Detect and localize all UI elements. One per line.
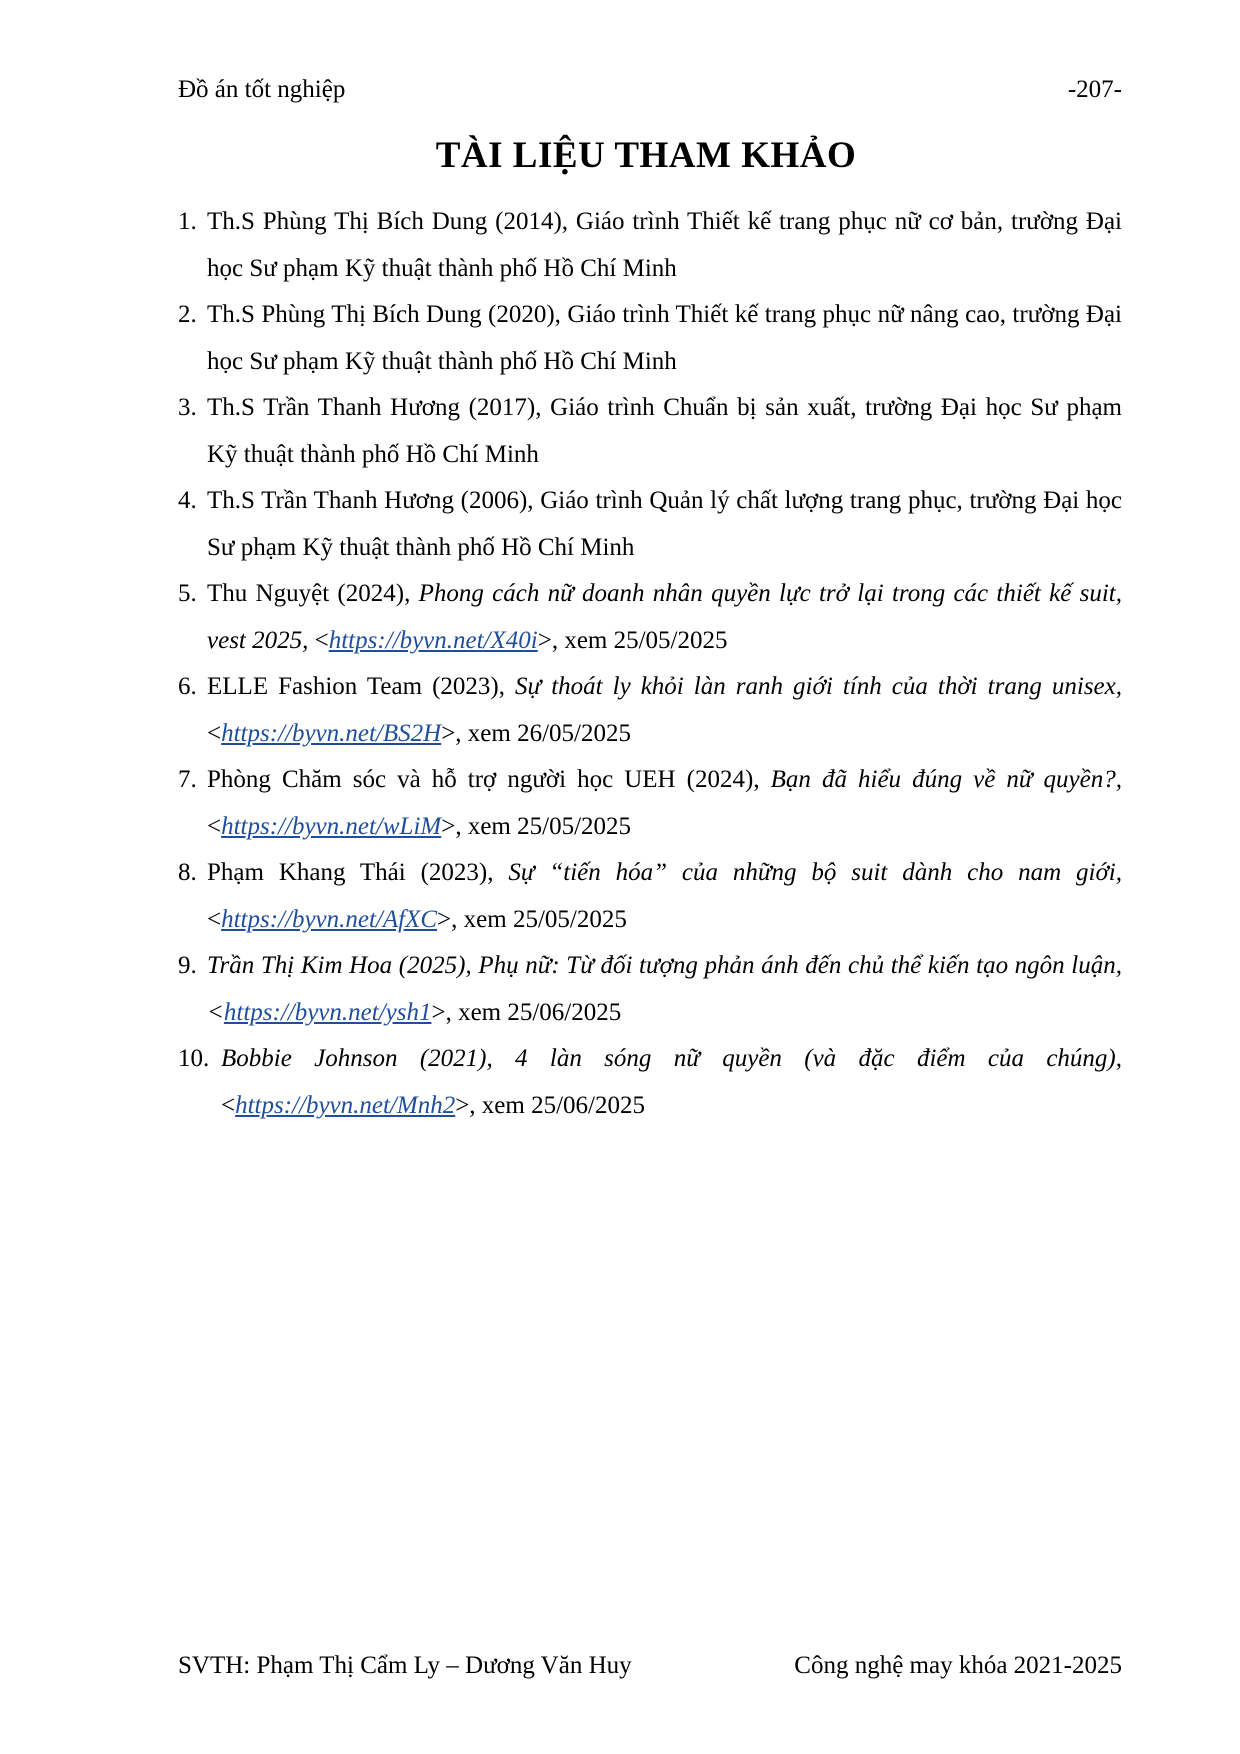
reference-number: 5. bbox=[178, 580, 197, 607]
reference-text: Th.S Trần Thanh Hương (2017), Giáo trình Chuẩn bị sản xuất, trường Đại học Sư phạm Kỹ thuật thành phố Hồ Chí Minh bbox=[207, 394, 1122, 468]
reference-item bbox=[178, 199, 1122, 292]
reference-number: 7. bbox=[178, 766, 197, 793]
reference-text: Thu Nguyệt (2024), Phong cách nữ doanh nhân quyền lực trở lại trong các thiết kế suit, vest 2025, <https://byvn.net/X40i>, xem 25/05/2025 bbox=[207, 580, 1122, 654]
page-title: TÀI LIỆU THAM KHẢO bbox=[435, 135, 857, 176]
reference-text: Phòng Chăm sóc và hỗ trợ người học UEH (2024), Bạn đã hiểu đúng về nữ quyền?, <https://byvn.net/wLiM>, xem 25/05/2025 bbox=[207, 766, 1123, 840]
reference-text: ELLE Fashion Team (2023), Sự thoát ly khỏi làn ranh giới tính của thời trang unisex, <https://byvn.net/BS2H>, xem 26/05/2025 bbox=[207, 673, 1122, 747]
header-left: Đồ án tốt nghiệp bbox=[178, 76, 346, 103]
reference-text: Bobbie Johnson (2021), 4 làn sóng nữ quyền (và đặc điểm của chúng), <https://byvn.net/Mnh2>, xem 25/06/2025 bbox=[221, 1045, 1122, 1119]
reference-item bbox=[178, 664, 1122, 757]
reference-item bbox=[178, 943, 1122, 1036]
reference-text: Trần Thị Kim Hoa (2025), Phụ nữ: Từ đối tượng phản ánh đến chủ thể kiến tạo ngôn luận, <https://byvn.net/ysh1>, xem 25/06/2025 bbox=[207, 952, 1122, 1026]
reference-link[interactable]: https://byvn.net/X40i bbox=[328, 626, 538, 654]
reference-number: 3. bbox=[178, 394, 197, 421]
reference-link[interactable]: https://byvn.net/BS2H bbox=[221, 719, 442, 747]
reference-link[interactable]: https://byvn.net/AfXC bbox=[221, 905, 438, 933]
reference-item bbox=[178, 292, 1122, 385]
reference-number: 8. bbox=[178, 859, 197, 886]
reference-text: Phạm Khang Thái (2023), Sự “tiến hóa” của những bộ suit dành cho nam giới, <https://byvn.net/AfXC>, xem 25/05/2025 bbox=[207, 859, 1123, 933]
reference-list bbox=[178, 199, 1122, 1129]
reference-item bbox=[178, 850, 1122, 943]
reference-text: Th.S Trần Thanh Hương (2006), Giáo trình Quản lý chất lượng trang phục, trường Đại học Sư phạm Kỹ thuật thành phố Hồ Chí Minh bbox=[207, 487, 1122, 561]
reference-item bbox=[178, 757, 1122, 850]
reference-link[interactable]: https://byvn.net/wLiM bbox=[221, 812, 442, 840]
page-footer bbox=[178, 1650, 1122, 1682]
page-number: -207- bbox=[1067, 76, 1122, 103]
reference-text: Th.S Phùng Thị Bích Dung (2020), Giáo trình Thiết kế trang phục nữ nâng cao, trường Đại học Sư phạm Kỹ thuật thành phố Hồ Chí Minh bbox=[207, 301, 1122, 375]
reference-number: 9. bbox=[178, 952, 197, 979]
reference-number: 4. bbox=[178, 487, 197, 514]
reference-item bbox=[178, 1036, 1122, 1129]
reference-number: 1. bbox=[178, 208, 197, 235]
reference-number: 10. bbox=[178, 1045, 210, 1072]
reference-item bbox=[178, 478, 1122, 571]
reference-text: Th.S Phùng Thị Bích Dung (2014), Giáo trình Thiết kế trang phục nữ cơ bản, trường Đại học Sư phạm Kỹ thuật thành phố Hồ Chí Minh bbox=[207, 208, 1122, 282]
page-header bbox=[178, 74, 1122, 106]
reference-item bbox=[178, 571, 1122, 664]
reference-link[interactable]: https://byvn.net/Mnh2 bbox=[235, 1091, 456, 1119]
footer-course: Công nghệ may khóa 2021-2025 bbox=[794, 1652, 1122, 1679]
reference-number: 6. bbox=[178, 673, 197, 700]
footer-authors: SVTH: Phạm Thị Cẩm Ly – Dương Văn Huy bbox=[178, 1652, 632, 1679]
reference-link[interactable]: https://byvn.net/ysh1 bbox=[223, 998, 432, 1026]
reference-item bbox=[178, 385, 1122, 478]
reference-number: 2. bbox=[178, 301, 197, 328]
